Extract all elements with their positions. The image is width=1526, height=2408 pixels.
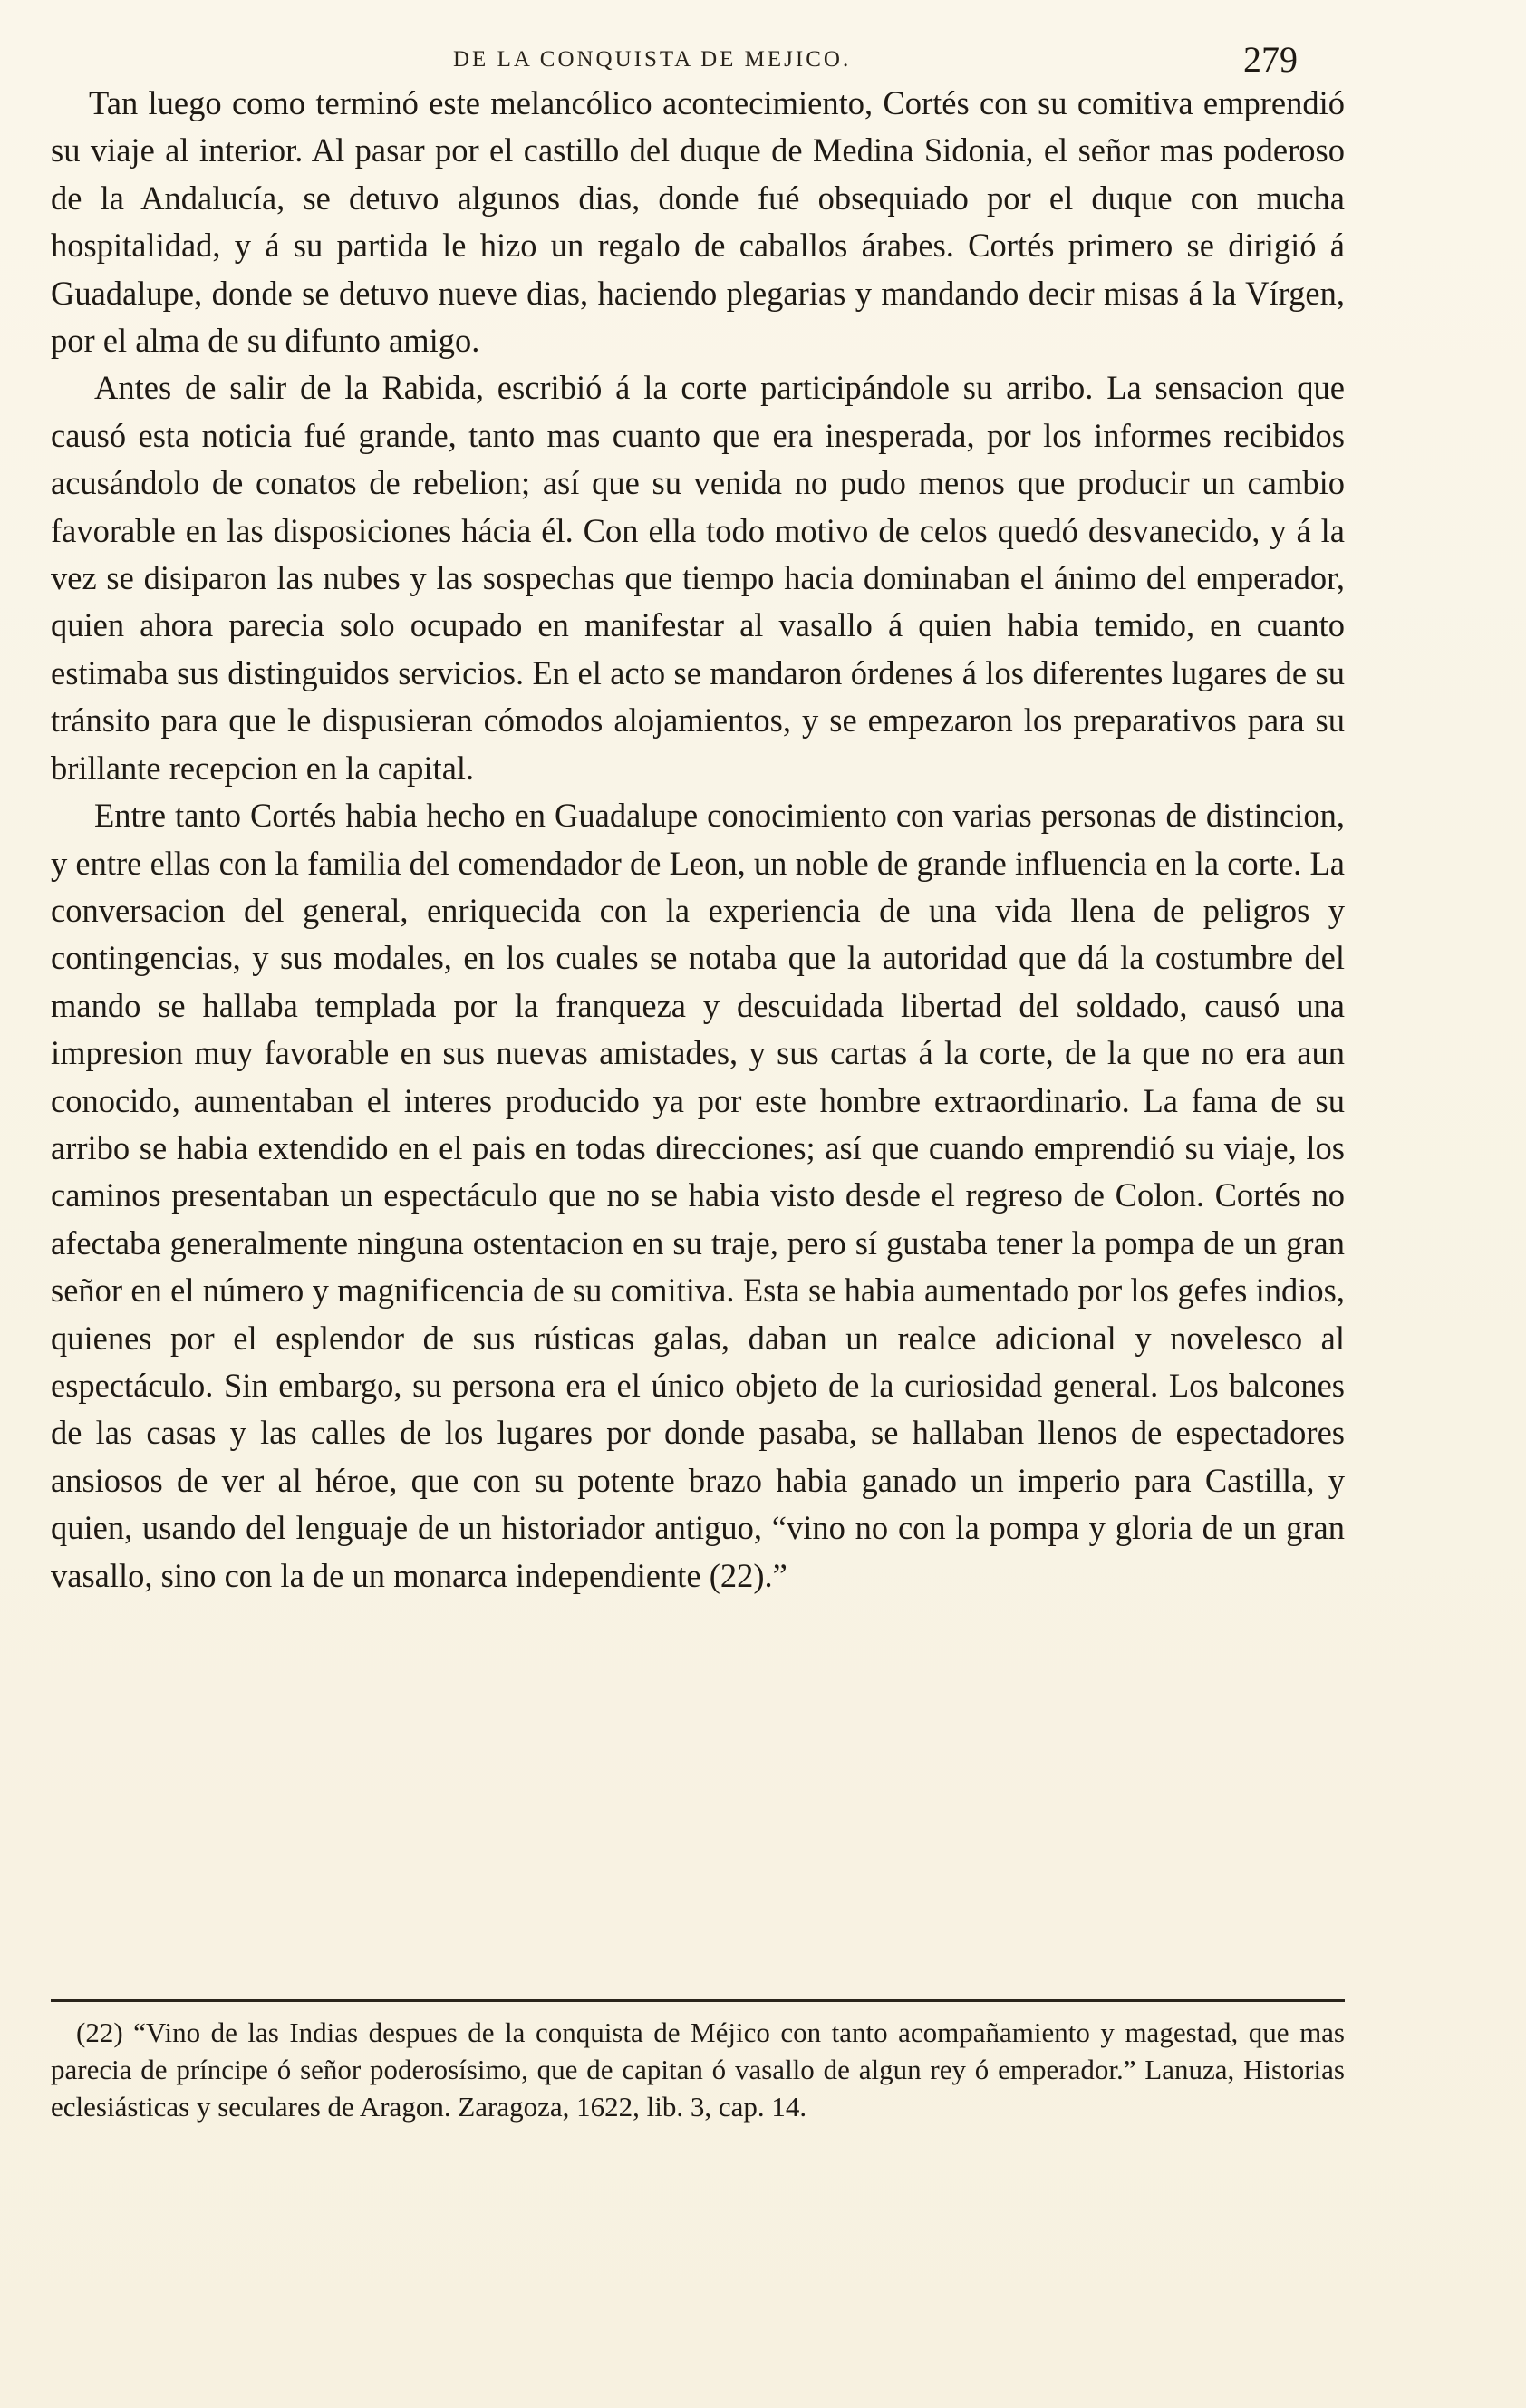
page-number: 279 <box>1243 39 1298 80</box>
footnote-rule <box>51 1999 1345 2002</box>
body-text <box>51 80 1345 1600</box>
paragraph: Entre tanto Cortés habia hecho en Guadalupe conocimiento con varias personas de distincion, y entre ellas con la familia del comendador de Leon, un noble de grande influencia en la corte. La conversacion del general, enriquecida con la experiencia de una vida llena de peligros y contingencias, y sus modales, en los cuales se notaba que la autoridad que dá la costumbre del mando se hallaba templada por la franqueza y descuidada libertad del soldado, causó una impresion muy favorable en sus nuevas amistades, y sus cartas á la corte, de la que no era aun conocido, aumentaban el interes producido ya por este hombre extraordinario. La fama de su arribo se habia extendido en el pais en todas direcciones; así que cuando emprendió su viaje, los caminos presentaban un espectáculo que no se habia visto desde el regreso de Colon. Cortés no afectaba generalmente ninguna ostentacion en su traje, pero sí gustaba tener la pompa de un gran señor en el número y magnificencia de su comitiva. Esta se habia aumentado por los gefes indios, quienes por el esplendor de sus rústicas galas, daban un realce adicional y novelesco al espectáculo. Sin embargo, su persona era el único objeto de la curiosidad general. Los balcones de las casas y las calles de los lugares por donde pasaba, se hallaban llenos de espectadores ansiosos de ver al héroe, que con su potente brazo habia ganado un imperio para Castilla, y quien, usando del lenguaje de un historiador antiguo, “vino no con la pompa y gloria de un gran vasallo, sino con la de un monarca independiente (22).” <box>51 797 1345 1594</box>
running-title: DE LA CONQUISTA DE MEJICO. <box>453 47 852 72</box>
paragraph: Tan luego como terminó este melancólico acontecimiento, Cortés con su comitiva emprendió su viaje al interior. Al pasar por el castillo del duque de Medina Sidonia, el señor mas poderoso de la Andalucía, se detuvo algunos dias, donde fué obsequiado por el duque con mucha hospitalidad, y á su partida le hizo un regalo de caballos árabes. Cortés primero se dirigió á Guadalupe, donde se detuvo nueve dias, haciendo plegarias y mandando decir misas á la Vírgen, por el alma de su difunto amigo. <box>51 84 1345 360</box>
footnote: (22) “Vino de las Indias despues de la conquista de Méjico con tanto acompañamiento y magestad, que mas parecia de príncipe ó señor poderosísimo, que de capitan ó vasallo de algun rey ó emperador.” Lanuza, Historias eclesiásticas y seculares de Aragon. Zaragoza, 1622, lib. 3, cap. 14. <box>51 2016 1345 2123</box>
paragraph: Antes de salir de la Rabida, escribió á la corte participándole su arribo. La sensacion que causó esta noticia fué grande, tanto mas cuanto que era inesperada, por los informes recibidos acusándolo de conatos de rebelion; así que su venida no pudo menos que producir un cambio favorable en las disposiciones hácia él. Con ella todo motivo de celos quedó desvanecido, y á la vez se disiparon las nubes y las sospechas que tiempo hacia dominaban el ánimo del emperador, quien ahora parecia solo ocupado en manifestar al vasallo á quien habia temido, en cuanto estimaba sus distinguidos servicios. En el acto se mandaron órdenes á los diferentes lugares de su tránsito para que le dispusieran cómodos alojamientos, y se empezaron los preparativos para su brillante recepcion en la capital. <box>51 369 1345 787</box>
